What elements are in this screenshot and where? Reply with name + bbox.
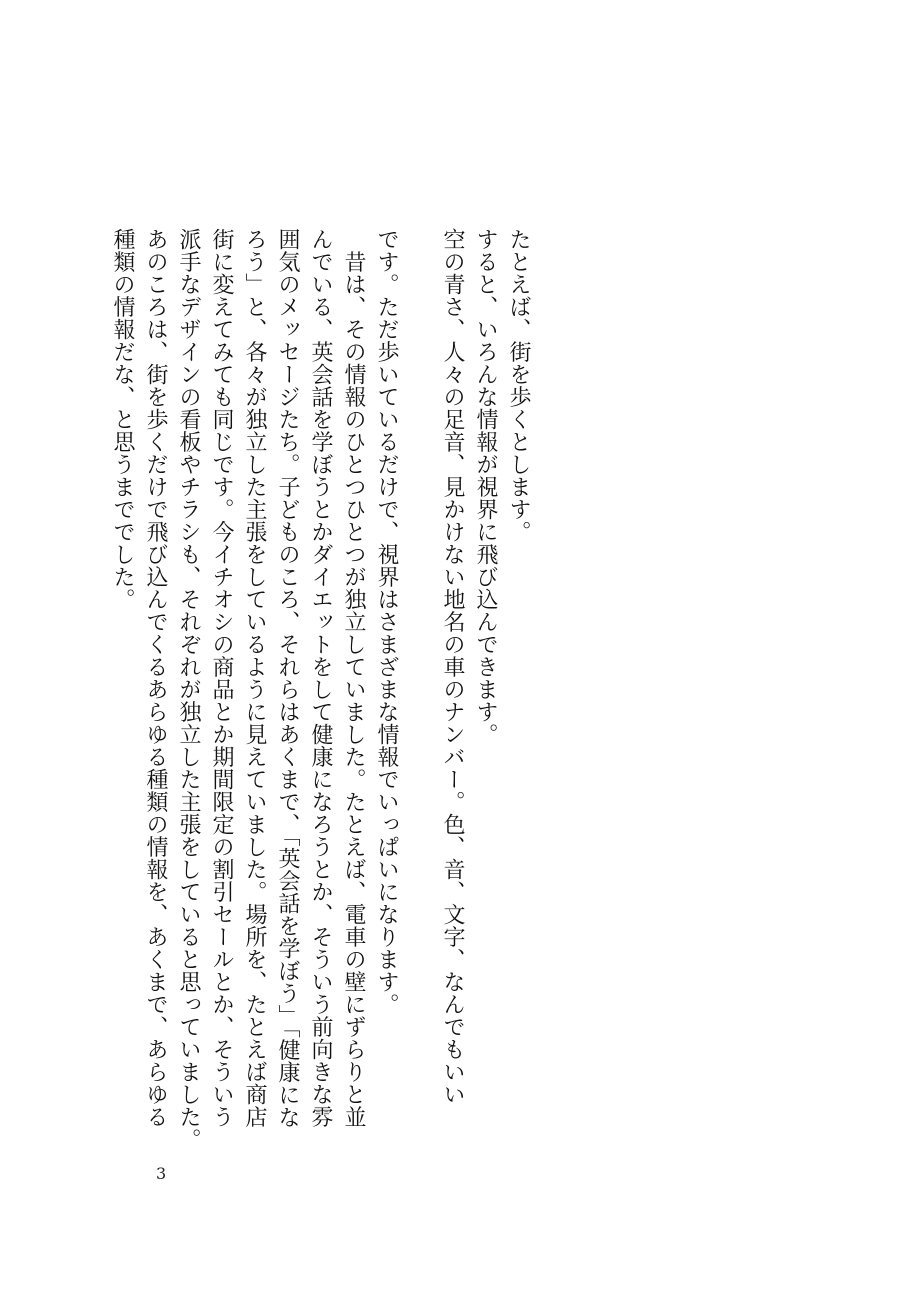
text-line-10: 派手なデザインの看板やチラシも、それぞれが独立した主張をしていると思っていました。 (176, 228, 201, 1151)
text-line-7: 囲気のメッセージたち。子どものころ、それらはあくまで、「英会話を学ぼう」「健康にな (275, 228, 300, 1129)
text-line-4: です。ただ歩いているだけで、視界はさまざまな情報でいっぱいになります。 (374, 228, 399, 1016)
vertical-text-body (106, 228, 535, 1151)
text-line-8: ろう」と、各々が独立した主張をしているように見えていました。場所を、たとえば商店 (242, 228, 267, 1128)
text-line-12: 種類の情報だな、と思うまででした。 (110, 228, 135, 611)
text-line-1: たとえば、街を歩くとします。 (506, 228, 531, 543)
text-line-3: 空の青さ、人々の足音、見かけない地名の車のナンバー。色、音、文字、なんでもいい (440, 228, 465, 1106)
text-line-2: すると、いろんな情報が視界に飛び込んできます。 (473, 228, 498, 746)
text-line-6: んでいる、英会話を学ぼうとかダイエットをして健康になろうとか、そういう前向きな雰 (308, 228, 333, 1128)
text-line-11: あのころは、街を歩くだけで飛び込んでくるあらゆる種類の情報を、あくまで、あらゆる (143, 228, 168, 1128)
page-number: 3 (156, 1164, 167, 1183)
text-line-9: 街に変えてみても同じです。今イチオシの商品とか期間限定の割引セールとか、そういう (209, 228, 234, 1128)
text-line-5: 昔は、その情報のひとつひとつが独立していました。たとえば、電車の壁にずらりと並 (341, 228, 366, 1128)
